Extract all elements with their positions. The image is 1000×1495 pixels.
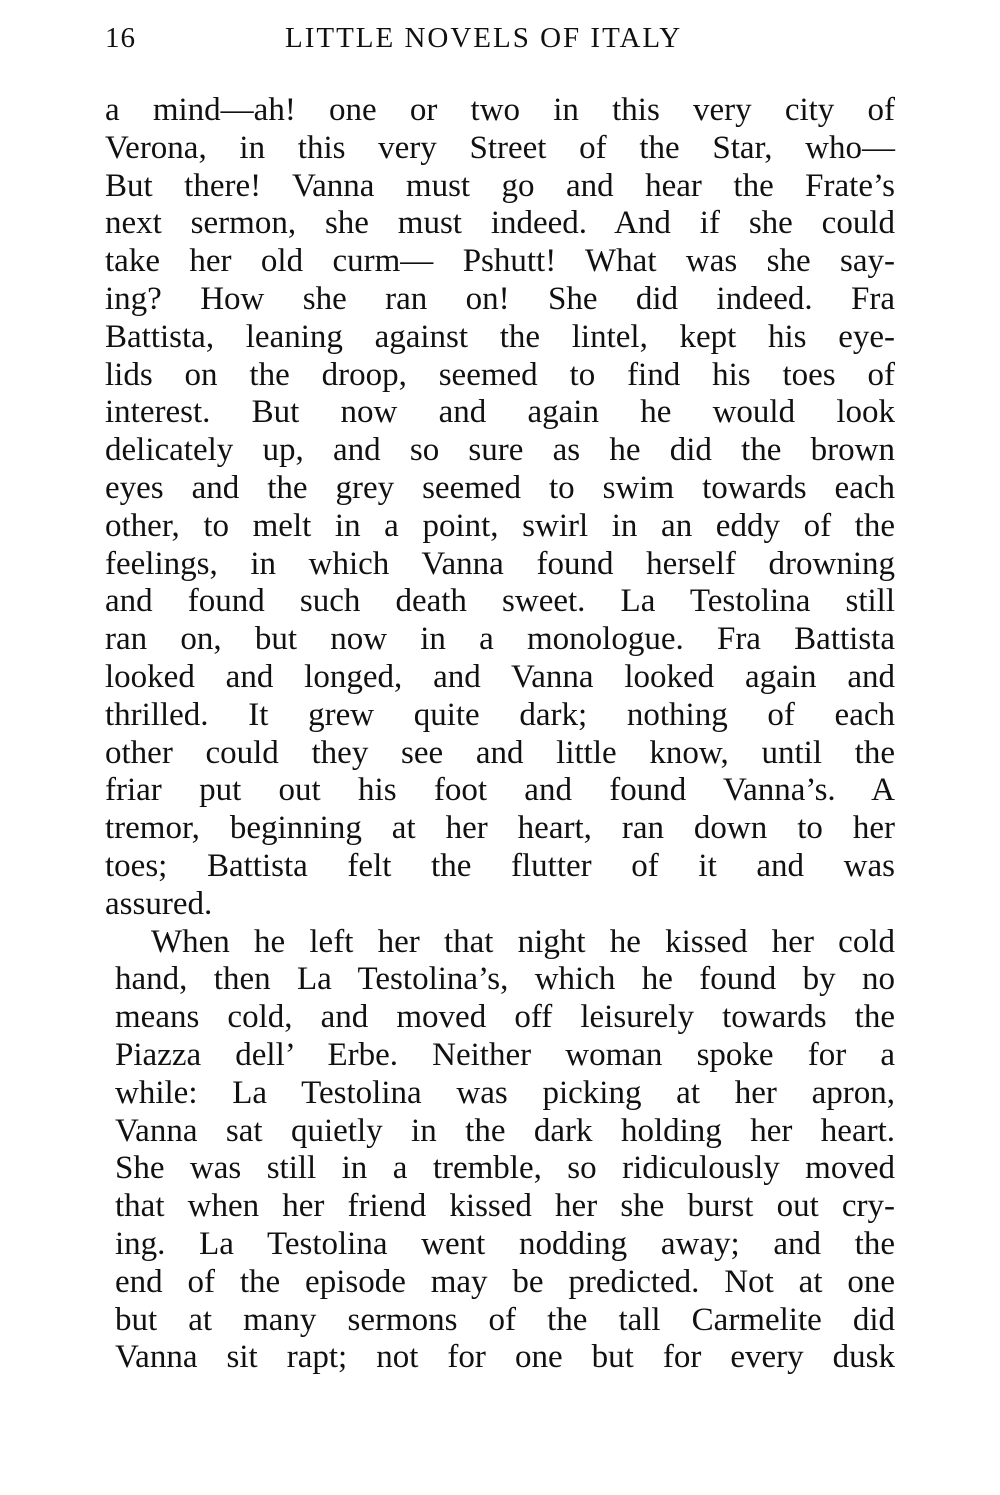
text-line: that when her friend kissed her she burst out cry- — [115, 1188, 895, 1225]
text-line: thrilled. It grew quite dark; nothing of each — [105, 696, 895, 733]
text-line: end of the episode may be predicted. Not at one — [115, 1263, 895, 1300]
text-line: ing? How she ran on! She did indeed. Fra — [105, 280, 895, 317]
paragraph — [105, 92, 895, 924]
text-line: lids on the droop, seemed to find his toes of — [105, 356, 895, 393]
text-line: means cold, and moved off leisurely towards the — [115, 999, 895, 1036]
text-line: a mind—ah! one or two in this very city of — [105, 92, 895, 128]
text-line: looked and longed, and Vanna looked again and — [105, 658, 895, 695]
text-line: friar put out his foot and found Vanna’s. A — [105, 772, 895, 809]
text-line: other, to melt in a point, swirl in an eddy of the — [105, 507, 895, 544]
text-line: Battista, leaning against the lintel, kept his eye- — [105, 318, 895, 355]
text-line: interest. But now and again he would look — [105, 394, 895, 431]
body-text — [105, 92, 895, 1377]
text-line: ing. La Testolina went nodding away; and the — [115, 1225, 895, 1262]
text-line: ran on, but now in a monologue. Fra Battista — [105, 621, 895, 658]
text-line: But there! Vanna must go and hear the Frate’s — [105, 167, 895, 204]
text-line: When he left her that night he kissed her cold — [151, 923, 895, 960]
text-line: Verona, in this very Street of the Star, who— — [105, 129, 895, 166]
paragraph — [105, 924, 895, 1378]
text-line: Vanna sat quietly in the dark holding her heart. — [115, 1112, 895, 1149]
running-header — [105, 22, 895, 62]
page-number: 16 — [105, 22, 136, 54]
text-line: Vanna sit rapt; not for one but for every dusk — [115, 1339, 895, 1376]
text-line: She was still in a tremble, so ridiculously moved — [115, 1150, 895, 1187]
running-title: LITTLE NOVELS OF ITALY — [285, 22, 683, 54]
text-line: eyes and the grey seemed to swim towards each — [105, 469, 895, 506]
text-line: and found such death sweet. La Testolina still — [105, 583, 895, 620]
text-line: while: La Testolina was picking at her apron, — [115, 1074, 895, 1111]
text-line: delicately up, and so sure as he did the brown — [105, 432, 895, 469]
text-line: hand, then La Testolina’s, which he found by no — [115, 961, 895, 998]
text-line: Piazza dell’ Erbe. Neither woman spoke for a — [115, 1036, 895, 1073]
text-line: toes; Battista felt the flutter of it and was — [105, 847, 895, 884]
text-line: other could they see and little know, until the — [105, 734, 895, 771]
text-line: take her old curm— Pshutt! What was she say- — [105, 243, 895, 280]
text-line: next sermon, she must indeed. And if she could — [105, 205, 895, 242]
text-line: feelings, in which Vanna found herself drowning — [105, 545, 895, 582]
text-line: tremor, beginning at her heart, ran down to her — [105, 810, 895, 847]
text-line: but at many sermons of the tall Carmelite did — [115, 1301, 895, 1338]
text-line: assured. — [105, 885, 213, 922]
